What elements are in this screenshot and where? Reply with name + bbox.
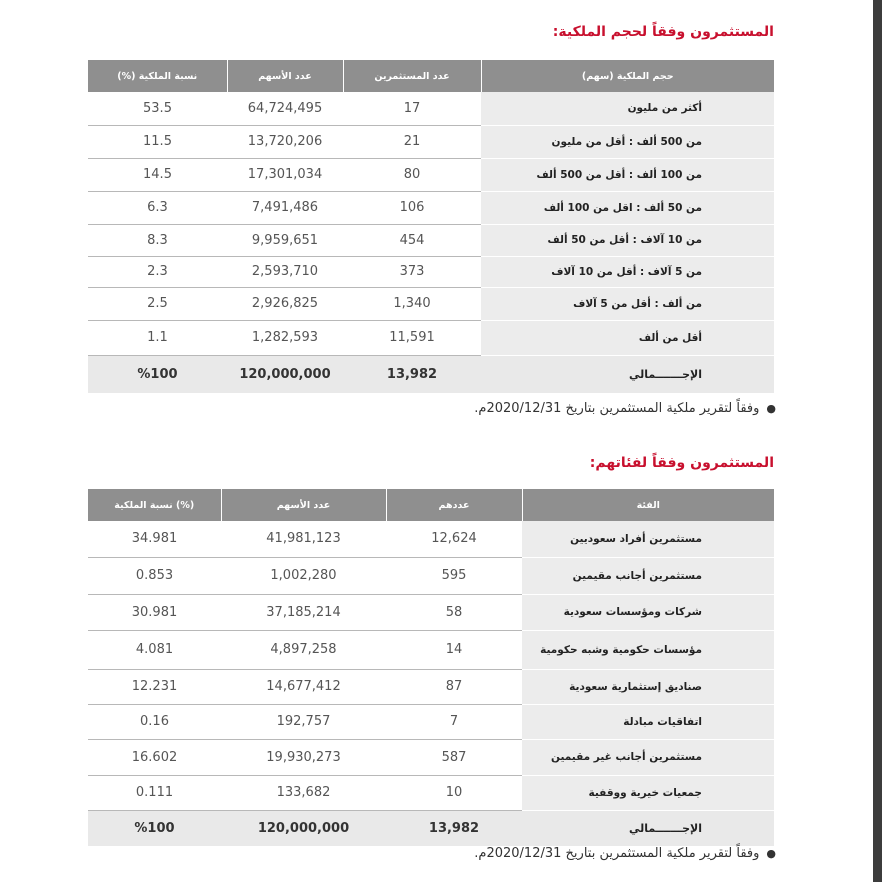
ownership-size-table: [88, 60, 774, 393]
row-shares: 133,682: [221, 775, 386, 810]
row-count: 58: [386, 594, 522, 630]
row-pct: 2.5: [88, 287, 227, 320]
row-shares: 37,185,214: [221, 594, 386, 630]
row-pct: 34.981: [88, 521, 221, 557]
header-investors-count: عدد المستثمرين: [343, 60, 481, 92]
row-label: مستثمرين أفراد سعوديين: [522, 521, 774, 557]
row-investors: 21: [343, 125, 481, 158]
investor-category-table: [88, 489, 774, 846]
row-label: مستثمرين أجانب غير مقيمين: [522, 739, 774, 775]
row-pct: 6.3: [88, 191, 227, 224]
total-pct: %100: [88, 355, 227, 393]
row-count: 10: [386, 775, 522, 810]
table-row: [88, 739, 774, 775]
table-row: [88, 224, 774, 256]
row-investors: 1,340: [343, 287, 481, 320]
row-pct: 14.5: [88, 158, 227, 191]
table-row: [88, 158, 774, 191]
footnote-text: وفقاً لتقرير ملكية المستثمرين بتاريخ 2020/12/31م.: [474, 401, 760, 416]
total-shares: 120,000,000: [221, 810, 386, 846]
row-shares: 7,491,486: [227, 191, 343, 224]
row-label: أكثر من مليون: [481, 92, 774, 125]
row-label: جمعيات خيرية ووقفية: [522, 775, 774, 810]
table-row: [88, 320, 774, 355]
row-label: من 100 ألف : أقل من 500 ألف: [481, 158, 774, 191]
row-shares: 41,981,123: [221, 521, 386, 557]
row-pct: 53.5: [88, 92, 227, 125]
row-investors: 17: [343, 92, 481, 125]
row-pct: 0.853: [88, 557, 221, 594]
row-investors: 80: [343, 158, 481, 191]
table-row: [88, 521, 774, 557]
header-ownership-pct: نسبة الملكية (%): [88, 60, 227, 92]
row-label: من 500 ألف : أقل من مليون: [481, 125, 774, 158]
row-label: شركات ومؤسسات سعودية: [522, 594, 774, 630]
row-label: من ألف : أقل من 5 آلاف: [481, 287, 774, 320]
header-ownership-size: حجم الملكية (سهم): [481, 60, 774, 92]
row-shares: 1,282,593: [227, 320, 343, 355]
row-shares: 13,720,206: [227, 125, 343, 158]
total-label: الإجـــــــمالي: [522, 810, 774, 846]
row-shares: 2,593,710: [227, 256, 343, 287]
row-shares: 19,930,273: [221, 739, 386, 775]
row-pct: 0.111: [88, 775, 221, 810]
row-label: من 5 آلاف : أقل من 10 آلاف: [481, 256, 774, 287]
table-header-row: [88, 489, 774, 521]
row-label: أقل من ألف: [481, 320, 774, 355]
table-row: [88, 630, 774, 669]
header-shares-count: عدد الأسهم: [221, 489, 386, 521]
row-count: 87: [386, 669, 522, 704]
section1-footnote: [474, 401, 776, 416]
table-row: [88, 557, 774, 594]
row-investors: 106: [343, 191, 481, 224]
row-count: 587: [386, 739, 522, 775]
row-label: مؤسسات حكومية وشبه حكومية: [522, 630, 774, 669]
row-label: مستثمرين أجانب مقيمين: [522, 557, 774, 594]
header-shares-count: عدد الأسهم: [227, 60, 343, 92]
row-shares: 9,959,651: [227, 224, 343, 256]
table-row: [88, 775, 774, 810]
row-pct: 11.5: [88, 125, 227, 158]
row-count: 14: [386, 630, 522, 669]
total-row: [88, 810, 774, 846]
header-ownership-pct: (%) نسبة الملكية: [88, 489, 221, 521]
table-row: [88, 594, 774, 630]
row-pct: 8.3: [88, 224, 227, 256]
section1-title: المستثمرون وفقاً لحجم الملكية:: [552, 24, 774, 40]
row-investors: 454: [343, 224, 481, 256]
row-shares: 14,677,412: [221, 669, 386, 704]
header-category: الفئة: [522, 489, 774, 521]
total-row: [88, 355, 774, 393]
total-label: الإجـــــــمالي: [481, 355, 774, 393]
table-row: [88, 704, 774, 739]
bullet-icon: ●: [766, 847, 776, 860]
total-count: 13,982: [386, 810, 522, 846]
row-label: من 10 آلاف : أقل من 50 ألف: [481, 224, 774, 256]
table-row: [88, 125, 774, 158]
row-investors: 373: [343, 256, 481, 287]
row-label: من 50 ألف : اقل من 100 ألف: [481, 191, 774, 224]
row-shares: 64,724,495: [227, 92, 343, 125]
row-investors: 11,591: [343, 320, 481, 355]
row-label: صناديق إستثمارية سعودية: [522, 669, 774, 704]
total-investors: 13,982: [343, 355, 481, 393]
table-row: [88, 191, 774, 224]
total-shares: 120,000,000: [227, 355, 343, 393]
total-pct: %100: [88, 810, 221, 846]
row-label: اتفاقيات مبادلة: [522, 704, 774, 739]
table-row: [88, 256, 774, 287]
row-count: 12,624: [386, 521, 522, 557]
bullet-icon: ●: [766, 402, 776, 415]
row-shares: 4,897,258: [221, 630, 386, 669]
row-pct: 4.081: [88, 630, 221, 669]
footnote-text: وفقاً لتقرير ملكية المستثمرين بتاريخ 2020/12/31م.: [474, 846, 760, 861]
header-count: عددهم: [386, 489, 522, 521]
row-pct: 16.602: [88, 739, 221, 775]
table-header-row: [88, 60, 774, 92]
table-row: [88, 669, 774, 704]
row-pct: 12.231: [88, 669, 221, 704]
section2-footnote: [474, 846, 776, 861]
row-shares: 192,757: [221, 704, 386, 739]
row-shares: 1,002,280: [221, 557, 386, 594]
row-pct: 0.16: [88, 704, 221, 739]
row-shares: 17,301,034: [227, 158, 343, 191]
section2-title: المستثمرون وفقاً لفئاتهم:: [589, 455, 774, 471]
table-row: [88, 92, 774, 125]
row-pct: 2.3: [88, 256, 227, 287]
right-edge-bar: [873, 0, 882, 882]
row-count: 7: [386, 704, 522, 739]
row-pct: 1.1: [88, 320, 227, 355]
row-count: 595: [386, 557, 522, 594]
row-shares: 2,926,825: [227, 287, 343, 320]
row-pct: 30.981: [88, 594, 221, 630]
table-row: [88, 287, 774, 320]
